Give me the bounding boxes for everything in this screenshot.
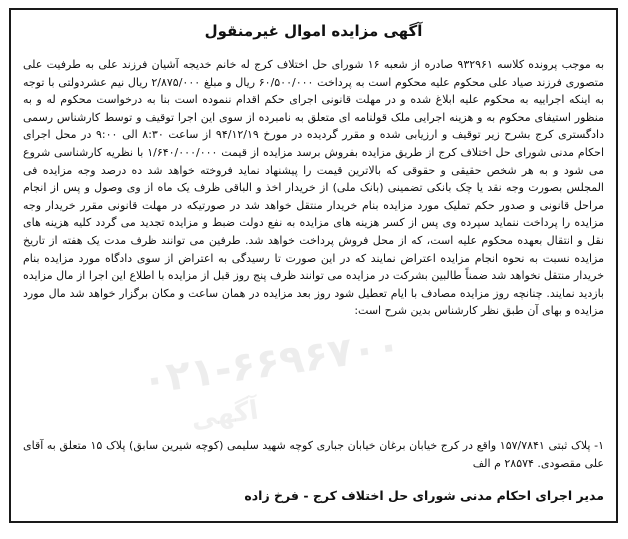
watermark-label: آگهی — [189, 395, 261, 435]
signature-line: مدیر اجرای احکام مدنی شورای حل اختلاف کرج - فرخ زاده — [244, 488, 604, 503]
watermark-phone: ۰۲۱-۶۶۹۶۷۰۰ — [139, 322, 404, 404]
notice-body: به موجب پرونده کلاسه ۹۳۲۹۶۱ صادره از شعبه ۱۶ شورای حل اختلاف کرج له خانم خدیجه آشیان فرزند علی به طرفیت علی متصوری فرزند صیاد علی محکوم علیه محکوم است به پرداخت ۶۰/۵۰۰/۰۰۰ ریال و مبلغ ۲/۸۷۵/۰۰۰ ریال نیم عشردولتی با توجه به اینکه اجراییه به محکوم علیه ابلاغ شده و در مهلت قانونی اجرای حکم اقدام ننموده است بنا به درخواست محکوم له و به منظور استیفای محکوم به و هزینه اجرایی ملک قولنامه ای متعلق به نامبرده از سوی این اجرا توقیف و توسط کارشناس رسمی دادگستری کرج بشرح زیر توقیف و ارزیابی شده و مقرر گردیده در مورخ ۹۴/۱۲/۱۹ از ساعت ۸:۳۰ الی ۹:۰۰ در محل اجرای احکام مدنی شورای حل اختلاف کرج از طریق مزایده بفروش برسد مزایده از قیمت ۱/۶۴۰/۰۰۰/۰۰۰ با نظریه کارشناسی شروع می شود و به هر شخص حقیقی و حقوقی که بالاترین قیمت را پیشنهاد نماید فروخته خواهد شد ده درصد وجه مزایده فی المجلس بصورت وجه نقد یا چک بانکی تضمینی (بانک ملی) از خریدار اخذ و الباقی ظرف یک ماه از وی وصول و پس از انجام مراحل قانونی و صدور حکم تملیک مورد مزایده بنام خریدار منتقل خواهد شد در صورتیکه در مهلت قانونی مقرر خریدار وجه مزایده را پرداخت ننماید سپرده وی پس از کسر هزینه های مزایده به نفع دولت ضبط و مزایده تجدید می گردد کلیه هزینه های نقل و انتقال بعهده محکوم علیه است، که از محل فروش پرداخت خواهد شد. طرفین می توانند ظرف مدت یک هفته از تاریخ مزایده نسبت به نحوه انجام مزایده اعتراض نمایند که در این صورت تا رسیدگی به اعتراض از سوی دادگاه مورد مزایده بنام خریدار منتقل نخواهد شد ضمناً طالبین بشرکت در مزایده می توانند ظرف پنج روز قبل از مزایده با اطلاع این اجرا از مال مزایده بازدید نمایند. چنانچه روز مزایده مصادف با ایام تعطیل شود روز بعد مزایده در همان ساعت و مکان برگزار خواهد شد مال مورد مزایده و بهای آن طبق نظر کارشناس بدین شرح است: — [23, 58, 605, 318]
notice-title: آگهی مزایده اموال غیرمنقول — [204, 22, 423, 40]
notice-frame — [9, 8, 618, 523]
property-item: ۱- پلاک ثبتی ۱۵۷/۷۸۴۱ واقع در کرج خیابان برغان خیابان جباری کوچه شهید سلیمی (کوچه شیرین سابق) پلاک ۱۵ متعلق به آقای علی مقصودی. ۲۸۵۷۴ م الف — [23, 439, 604, 470]
